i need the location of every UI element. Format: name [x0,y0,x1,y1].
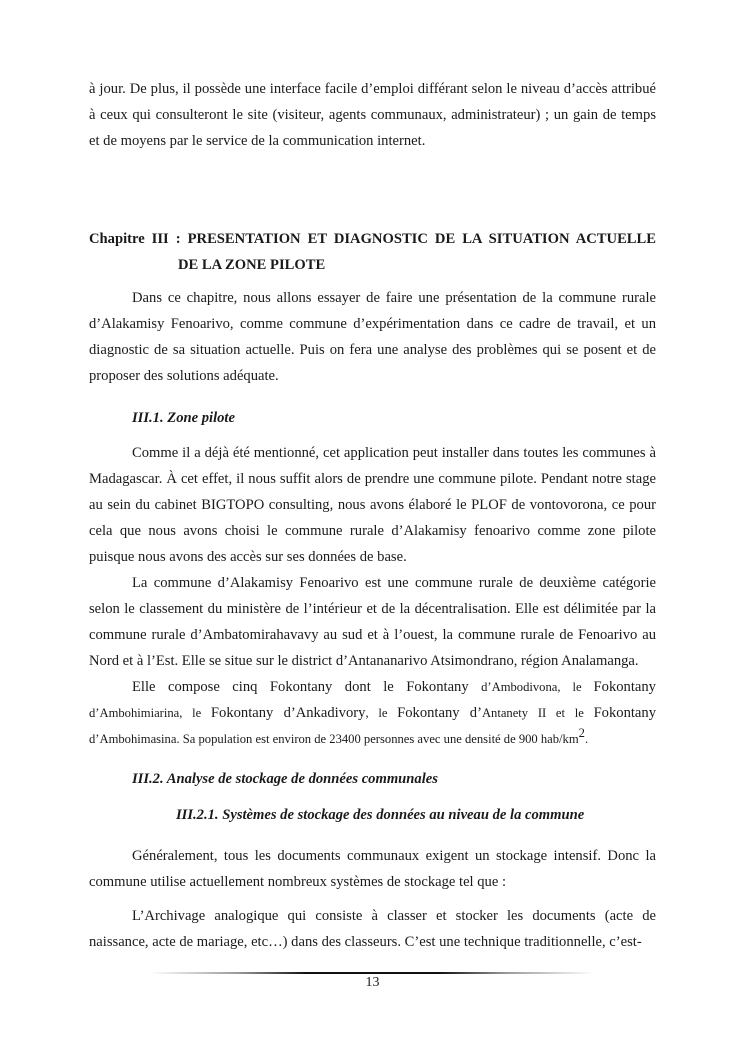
footer-rule [150,972,595,974]
text-line: à jour. De plus, il possède une interface facile d’emploi différant selon le niveau d’accès attribué [89,81,656,97]
text-line: et de moyens par le service de la communication internet. [89,133,426,149]
intro-paragraph [89,76,656,154]
chapter-title [89,226,656,278]
zone-pilote-paragraph-1: Comme il a déjà été mentionné, cet application peut installer dans toutes les communes à Madagascar. À cet effet, il nous suffit alors de prendre une commune pilote. Pendant notre stage au sein du cabinet BIGTOPO consulting, nous avons élaboré le PLOF de vontovorona, ce pour cela que nous avons choisi le commune rurale d’Alakamisy fenoarivo comme zone pilote puisque nous avons des accès sur ses données de base. [89,445,656,565]
section-heading: III.1. Zone pilote [132,410,235,426]
chapter-title-line-2: DE LA ZONE PILOTE [178,257,326,273]
page-number: 13 [365,975,380,990]
zone-pilote-paragraph-2: La commune d’Alakamisy Fenoarivo est une commune rurale de deuxième catégorie selon le classement du ministère de l’intérieur et de la décentralisation. Elle est délimitée par la commune rurale d’Ambatomirahavavy au sud et à l’ouest, la commune rurale de Fenoarivo au Nord et à l’Est. Elle se situe sur le district d’Antananarivo Atsimondrano, région Analamanga. [89,575,656,669]
subsection-heading: III.2.1. Systèmes de stockage des données au niveau de la commune [176,807,585,823]
text-line: à ceux qui consulteront le site (visiteur, agents communaux, administrateur) ; un gain de temps [89,107,656,123]
chapter-intro-paragraph: Dans ce chapitre, nous allons essayer de faire une présentation de la commune rurale d’Alakamisy Fenoarivo, comme commune d’expérimentation dans ce cadre de travail, et un diagnostic de sa situation actuelle. Puis on fera une analyse des problèmes qui se posent et de proposer des solutions adéquate. [89,290,656,384]
zone-pilote-paragraph-3: Elle compose cinq Fokontany dont le Fokontany d’Ambodivona, le Fokontany d’Ambohimiarina, le Fokontany d’Ankadivory, le Fokontany d’Antanety II et le Fokontany d’Ambohimasina. Sa population est environ de 23400 personnes avec une densité de 900 hab/$km^2$. [89,679,656,746]
stockage-paragraph-2: L’Archivage analogique qui consiste à classer et stocker les documents (acte de naissance, acte de mariage, etc…) dans des classeurs. C’est une technique traditionnelle, c’est- [89,908,656,950]
section-heading: III.2. Analyse de stockage de données communales [132,771,438,787]
chapter-title-line-1: Chapitre III : PRESENTATION ET DIAGNOSTIC DE LA SITUATION ACTUELLE [89,231,656,247]
stockage-paragraph-1: Généralement, tous les documents communaux exigent un stockage intensif. Donc la commune utilise actuellement nombreux systèmes de stockage tel que : [89,848,656,890]
